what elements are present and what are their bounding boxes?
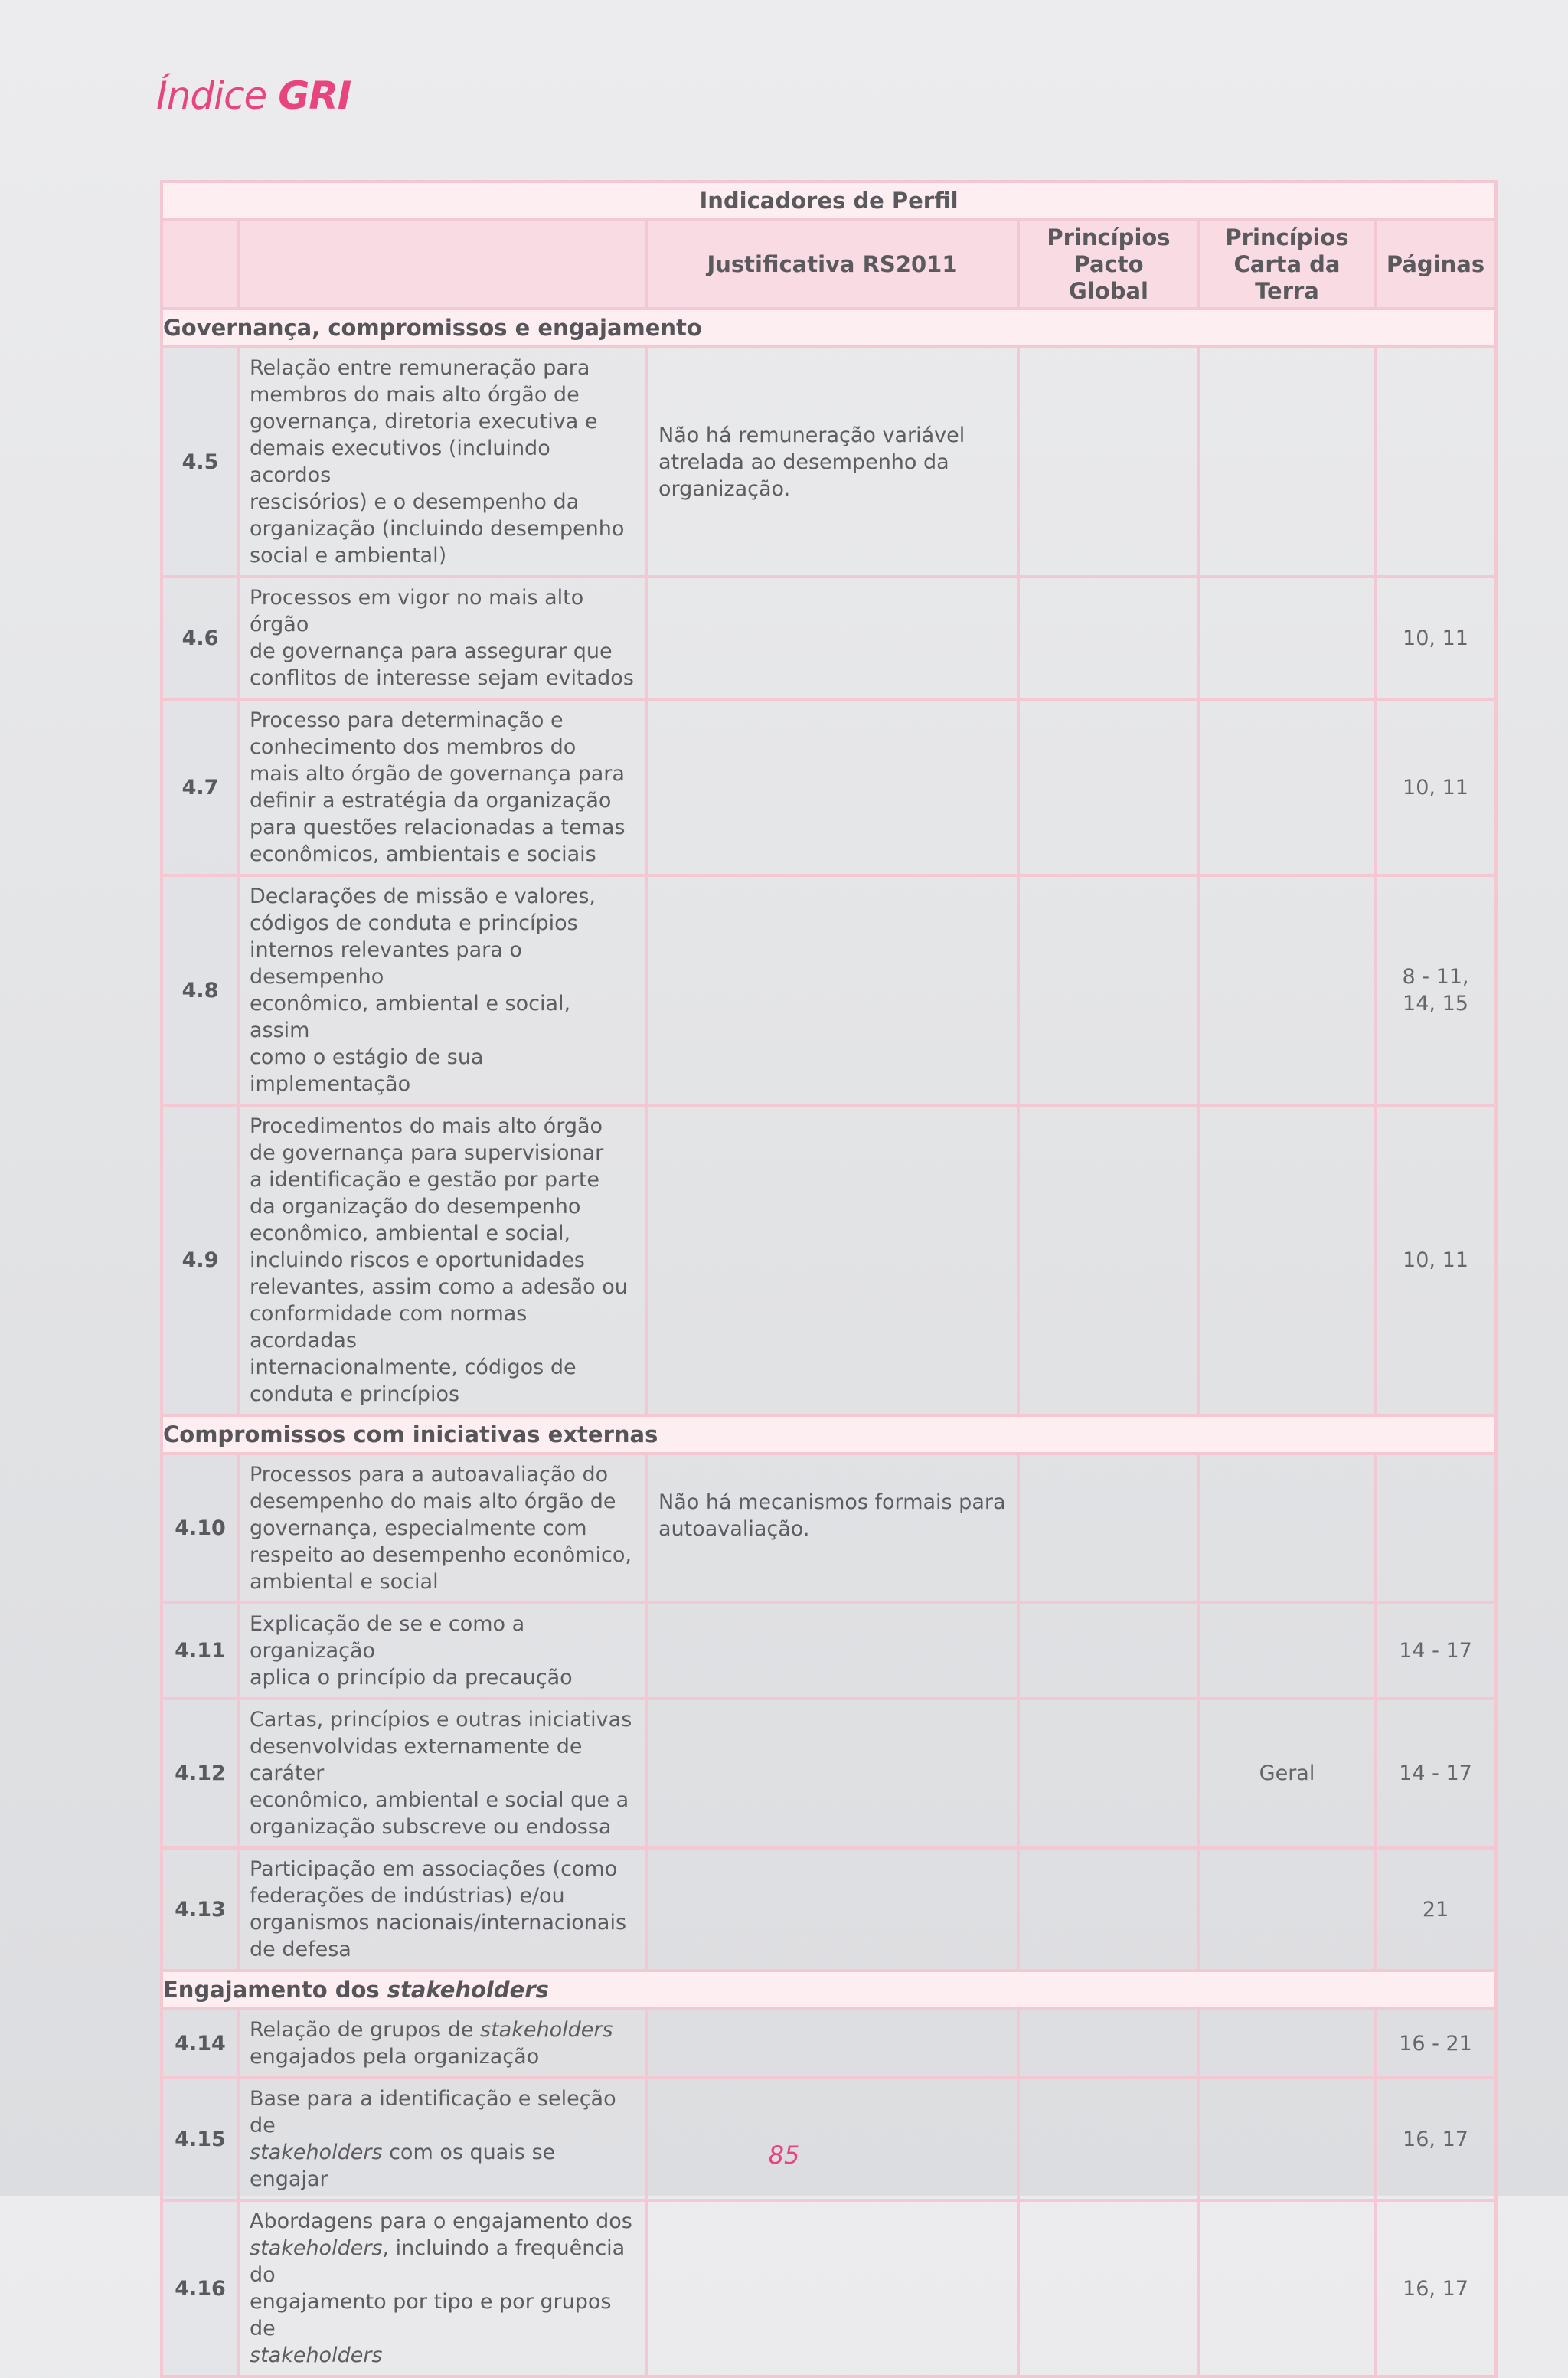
row-code: 4.14 <box>162 2009 239 2078</box>
header-indicadores-perfil: Indicadores de Perfil <box>162 182 1496 220</box>
desc-line: como o estágio de sua implementação <box>250 1045 484 1096</box>
desc-line: desenvolvidas externamente de caráter <box>250 1735 583 1785</box>
table-row <box>162 2009 1496 2078</box>
row-carta <box>1199 577 1375 699</box>
desc-line: conduta e princípios <box>250 1382 460 1406</box>
row-code: 4.7 <box>162 699 239 875</box>
row-description <box>239 1603 646 1699</box>
row-pacto <box>1018 699 1199 875</box>
desc-line: Participação em associações (como <box>250 1857 618 1881</box>
row-carta: Geral <box>1199 1699 1375 1848</box>
header-carta-terra: Princípios Carta da Terra <box>1199 220 1375 309</box>
row-description <box>239 875 646 1105</box>
row-carta <box>1199 875 1375 1105</box>
row-pacto <box>1018 2078 1199 2200</box>
just-line: Não há remuneração variável <box>658 423 965 447</box>
row-pacto <box>1018 347 1199 577</box>
row-code: 4.8 <box>162 875 239 1105</box>
desc-line: conhecimento dos membros do <box>250 735 577 759</box>
desc-em: stakeholders <box>250 2236 383 2260</box>
row-carta <box>1199 699 1375 875</box>
desc-line: mais alto órgão de governança para <box>250 762 625 786</box>
column-header-row <box>162 220 1496 309</box>
row-paginas: 14 - 17 <box>1375 1603 1496 1699</box>
row-paginas <box>1375 347 1496 577</box>
row-paginas: 14 - 17 <box>1375 1699 1496 1848</box>
page-number: 85 <box>768 2141 800 2170</box>
desc-line: da organização do desempenho <box>250 1195 581 1218</box>
section-engajamento-em: stakeholders <box>387 1976 549 2003</box>
row-code: 4.5 <box>162 347 239 577</box>
gri-index-table <box>160 180 1498 2378</box>
row-carta <box>1199 1105 1375 1415</box>
row-code: 4.6 <box>162 577 239 699</box>
row-pacto <box>1018 1603 1199 1699</box>
row-description <box>239 1454 646 1603</box>
row-justificativa <box>646 2078 1018 2200</box>
header-code-blank <box>162 220 239 309</box>
table-row <box>162 2200 1496 2376</box>
row-pacto <box>1018 875 1199 1105</box>
row-pacto <box>1018 1699 1199 1848</box>
row-description <box>239 2200 646 2376</box>
desc-em: stakeholders <box>480 2018 613 2042</box>
row-paginas: 21 <box>1375 1848 1496 1971</box>
row-pacto <box>1018 577 1199 699</box>
table-row <box>162 2078 1496 2200</box>
table-row <box>162 347 1496 577</box>
desc-line: Abordagens para o engajamento dos <box>250 2210 632 2233</box>
table-row <box>162 1454 1496 1603</box>
desc-line: federações de indústrias) e/ou <box>250 1884 565 1908</box>
row-code: 4.10 <box>162 1454 239 1603</box>
row-description <box>239 699 646 875</box>
row-carta <box>1199 2200 1375 2376</box>
desc-line: Cartas, princípios e outras iniciativas <box>250 1708 632 1732</box>
desc-line: de governança para assegurar que <box>250 639 612 663</box>
row-pacto <box>1018 2009 1199 2078</box>
page-title-part1: Índice <box>156 74 267 118</box>
row-justificativa <box>646 1699 1018 1848</box>
row-code: 4.15 <box>162 2078 239 2200</box>
row-justificativa <box>646 1105 1018 1415</box>
desc-line: conformidade com normas acordadas <box>250 1302 528 1353</box>
row-justificativa <box>646 1454 1018 1603</box>
row-carta <box>1199 2009 1375 2078</box>
row-paginas: 10, 11 <box>1375 699 1496 875</box>
row-justificativa <box>646 577 1018 699</box>
desc-line: conflitos de interesse sejam evitados <box>250 666 634 690</box>
row-code: 4.11 <box>162 1603 239 1699</box>
row-carta <box>1199 2078 1375 2200</box>
desc-em: stakeholders <box>250 2344 383 2367</box>
row-justificativa <box>646 1848 1018 1971</box>
row-justificativa <box>646 699 1018 875</box>
desc-line <box>250 2235 637 2288</box>
row-carta <box>1199 347 1375 577</box>
header-pacto-global: Princípios Pacto Global <box>1018 220 1199 309</box>
desc-line <box>250 2017 637 2043</box>
row-justificativa <box>646 875 1018 1105</box>
row-paginas: 10, 11 <box>1375 1105 1496 1415</box>
row-justificativa <box>646 2200 1018 2376</box>
desc-line: Explicação de se e como a organização <box>250 1612 525 1663</box>
row-pacto <box>1018 1105 1199 1415</box>
desc-line: econômico, ambiental e social que a <box>250 1788 629 1812</box>
desc-line: a identificação e gestão por parte <box>250 1168 600 1192</box>
page-title-part2: GRI <box>278 74 351 118</box>
header-paginas: Páginas <box>1375 220 1496 309</box>
desc-line: Processo para determinação e <box>250 708 564 732</box>
row-paginas: 16 - 21 <box>1375 2009 1496 2078</box>
desc-text: Relação de grupos de <box>250 2018 481 2042</box>
desc-line: organização (incluindo desempenho <box>250 517 625 541</box>
row-description <box>239 1105 646 1415</box>
desc-line: membros do mais alto órgão de <box>250 383 580 407</box>
table-row <box>162 699 1496 875</box>
row-description <box>239 347 646 577</box>
desc-line: aplica o princípio da precaução <box>250 1666 573 1689</box>
desc-line: engajamento por tipo e por grupos de <box>250 2290 612 2340</box>
desc-line: de governança para supervisionar <box>250 1141 604 1165</box>
desc-line: desempenho do mais alto órgão de <box>250 1490 616 1513</box>
row-description <box>239 1699 646 1848</box>
section-row <box>162 1415 1496 1454</box>
desc-line: econômico, ambiental e social, assim <box>250 992 571 1042</box>
desc-line: demais executivos (incluindo acordos <box>250 437 550 487</box>
desc-line: governança, especialmente com <box>250 1516 587 1540</box>
row-code: 4.16 <box>162 2200 239 2376</box>
section-engajamento-text: Engajamento dos <box>163 1976 387 2003</box>
desc-line: incluindo riscos e oportunidades <box>250 1248 585 1272</box>
desc-line: organismos nacionais/internacionais <box>250 1911 627 1935</box>
desc-line: respeito ao desempenho econômico, <box>250 1543 632 1567</box>
row-code: 4.12 <box>162 1699 239 1848</box>
desc-line: Relação entre remuneração para <box>250 356 590 380</box>
row-carta <box>1199 1848 1375 1971</box>
row-pacto <box>1018 1454 1199 1603</box>
table-row <box>162 577 1496 699</box>
row-justificativa <box>646 2009 1018 2078</box>
desc-line: econômicos, ambientais e sociais <box>250 842 596 866</box>
desc-line: Declarações de missão e valores, <box>250 885 596 908</box>
row-description <box>239 577 646 699</box>
row-pacto <box>1018 1848 1199 1971</box>
header-desc-blank <box>239 220 646 309</box>
paginas-line: 14, 15 <box>1403 992 1468 1016</box>
row-justificativa <box>646 347 1018 577</box>
row-code: 4.13 <box>162 1848 239 1971</box>
row-paginas: 16, 17 <box>1375 2078 1496 2200</box>
row-justificativa <box>646 1603 1018 1699</box>
desc-line: social e ambiental) <box>250 544 447 568</box>
desc-line: Processos em vigor no mais alto órgão <box>250 586 584 636</box>
table-header-row <box>162 182 1496 220</box>
desc-line: internacionalmente, códigos de <box>250 1356 577 1379</box>
just-line: organização. <box>658 476 791 501</box>
section-row <box>162 309 1496 347</box>
row-pacto <box>1018 2200 1199 2376</box>
just-line: atrelada ao desempenho da <box>658 450 949 474</box>
table-row <box>162 1105 1496 1415</box>
row-carta <box>1199 1454 1375 1603</box>
row-description <box>239 2009 646 2078</box>
row-paginas <box>1375 1454 1496 1603</box>
desc-text: , incluindo a frequência do <box>250 2236 626 2287</box>
row-paginas: 16, 17 <box>1375 2200 1496 2376</box>
table-row <box>162 875 1496 1105</box>
desc-line: de defesa <box>250 1938 351 1961</box>
desc-line: Base para a identificação e seleção de <box>250 2087 616 2138</box>
desc-line: rescisórios) e o desempenho da <box>250 490 580 514</box>
just-line: Não há mecanismos formais para <box>658 1490 1006 1514</box>
desc-line: Processos para a autoavaliação do <box>250 1463 609 1487</box>
row-paginas: 10, 11 <box>1375 577 1496 699</box>
table-row <box>162 1848 1496 1971</box>
table-row <box>162 1603 1496 1699</box>
desc-line <box>250 2342 637 2369</box>
just-line: autoavaliação. <box>658 1517 810 1541</box>
row-paginas <box>1375 875 1496 1105</box>
desc-line: governança, diretoria executiva e <box>250 410 598 433</box>
row-description <box>239 2078 646 2200</box>
desc-line: para questões relacionadas a temas <box>250 816 626 839</box>
desc-line: relevantes, assim como a adesão ou <box>250 1275 628 1299</box>
section-row <box>162 1971 1496 2009</box>
row-description <box>239 1848 646 1971</box>
desc-line: códigos de conduta e princípios <box>250 911 578 935</box>
desc-line: definir a estratégia da organização <box>250 789 612 813</box>
desc-line: econômico, ambiental e social, <box>250 1222 571 1245</box>
desc-line: ambiental e social <box>250 1570 439 1594</box>
section-engajamento <box>162 1971 1496 2009</box>
desc-text: com os quais se engajar <box>250 2141 556 2191</box>
desc-line: organização subscreve ou endossa <box>250 1815 612 1839</box>
paginas-line: 8 - 11, <box>1402 965 1469 989</box>
section-governanca: Governança, compromissos e engajamento <box>162 309 1496 347</box>
row-carta <box>1199 1603 1375 1699</box>
page-title <box>156 74 351 118</box>
header-justificativa: Justificativa RS2011 <box>646 220 1018 309</box>
desc-line: engajados pela organização <box>250 2045 540 2069</box>
section-compromissos: Compromissos com iniciativas externas <box>162 1415 1496 1454</box>
desc-em: stakeholders <box>250 2141 383 2164</box>
desc-line: internos relevantes para o desempenho <box>250 938 522 989</box>
table-row <box>162 1699 1496 1848</box>
desc-line: Procedimentos do mais alto órgão <box>250 1114 603 1138</box>
row-code: 4.9 <box>162 1105 239 1415</box>
